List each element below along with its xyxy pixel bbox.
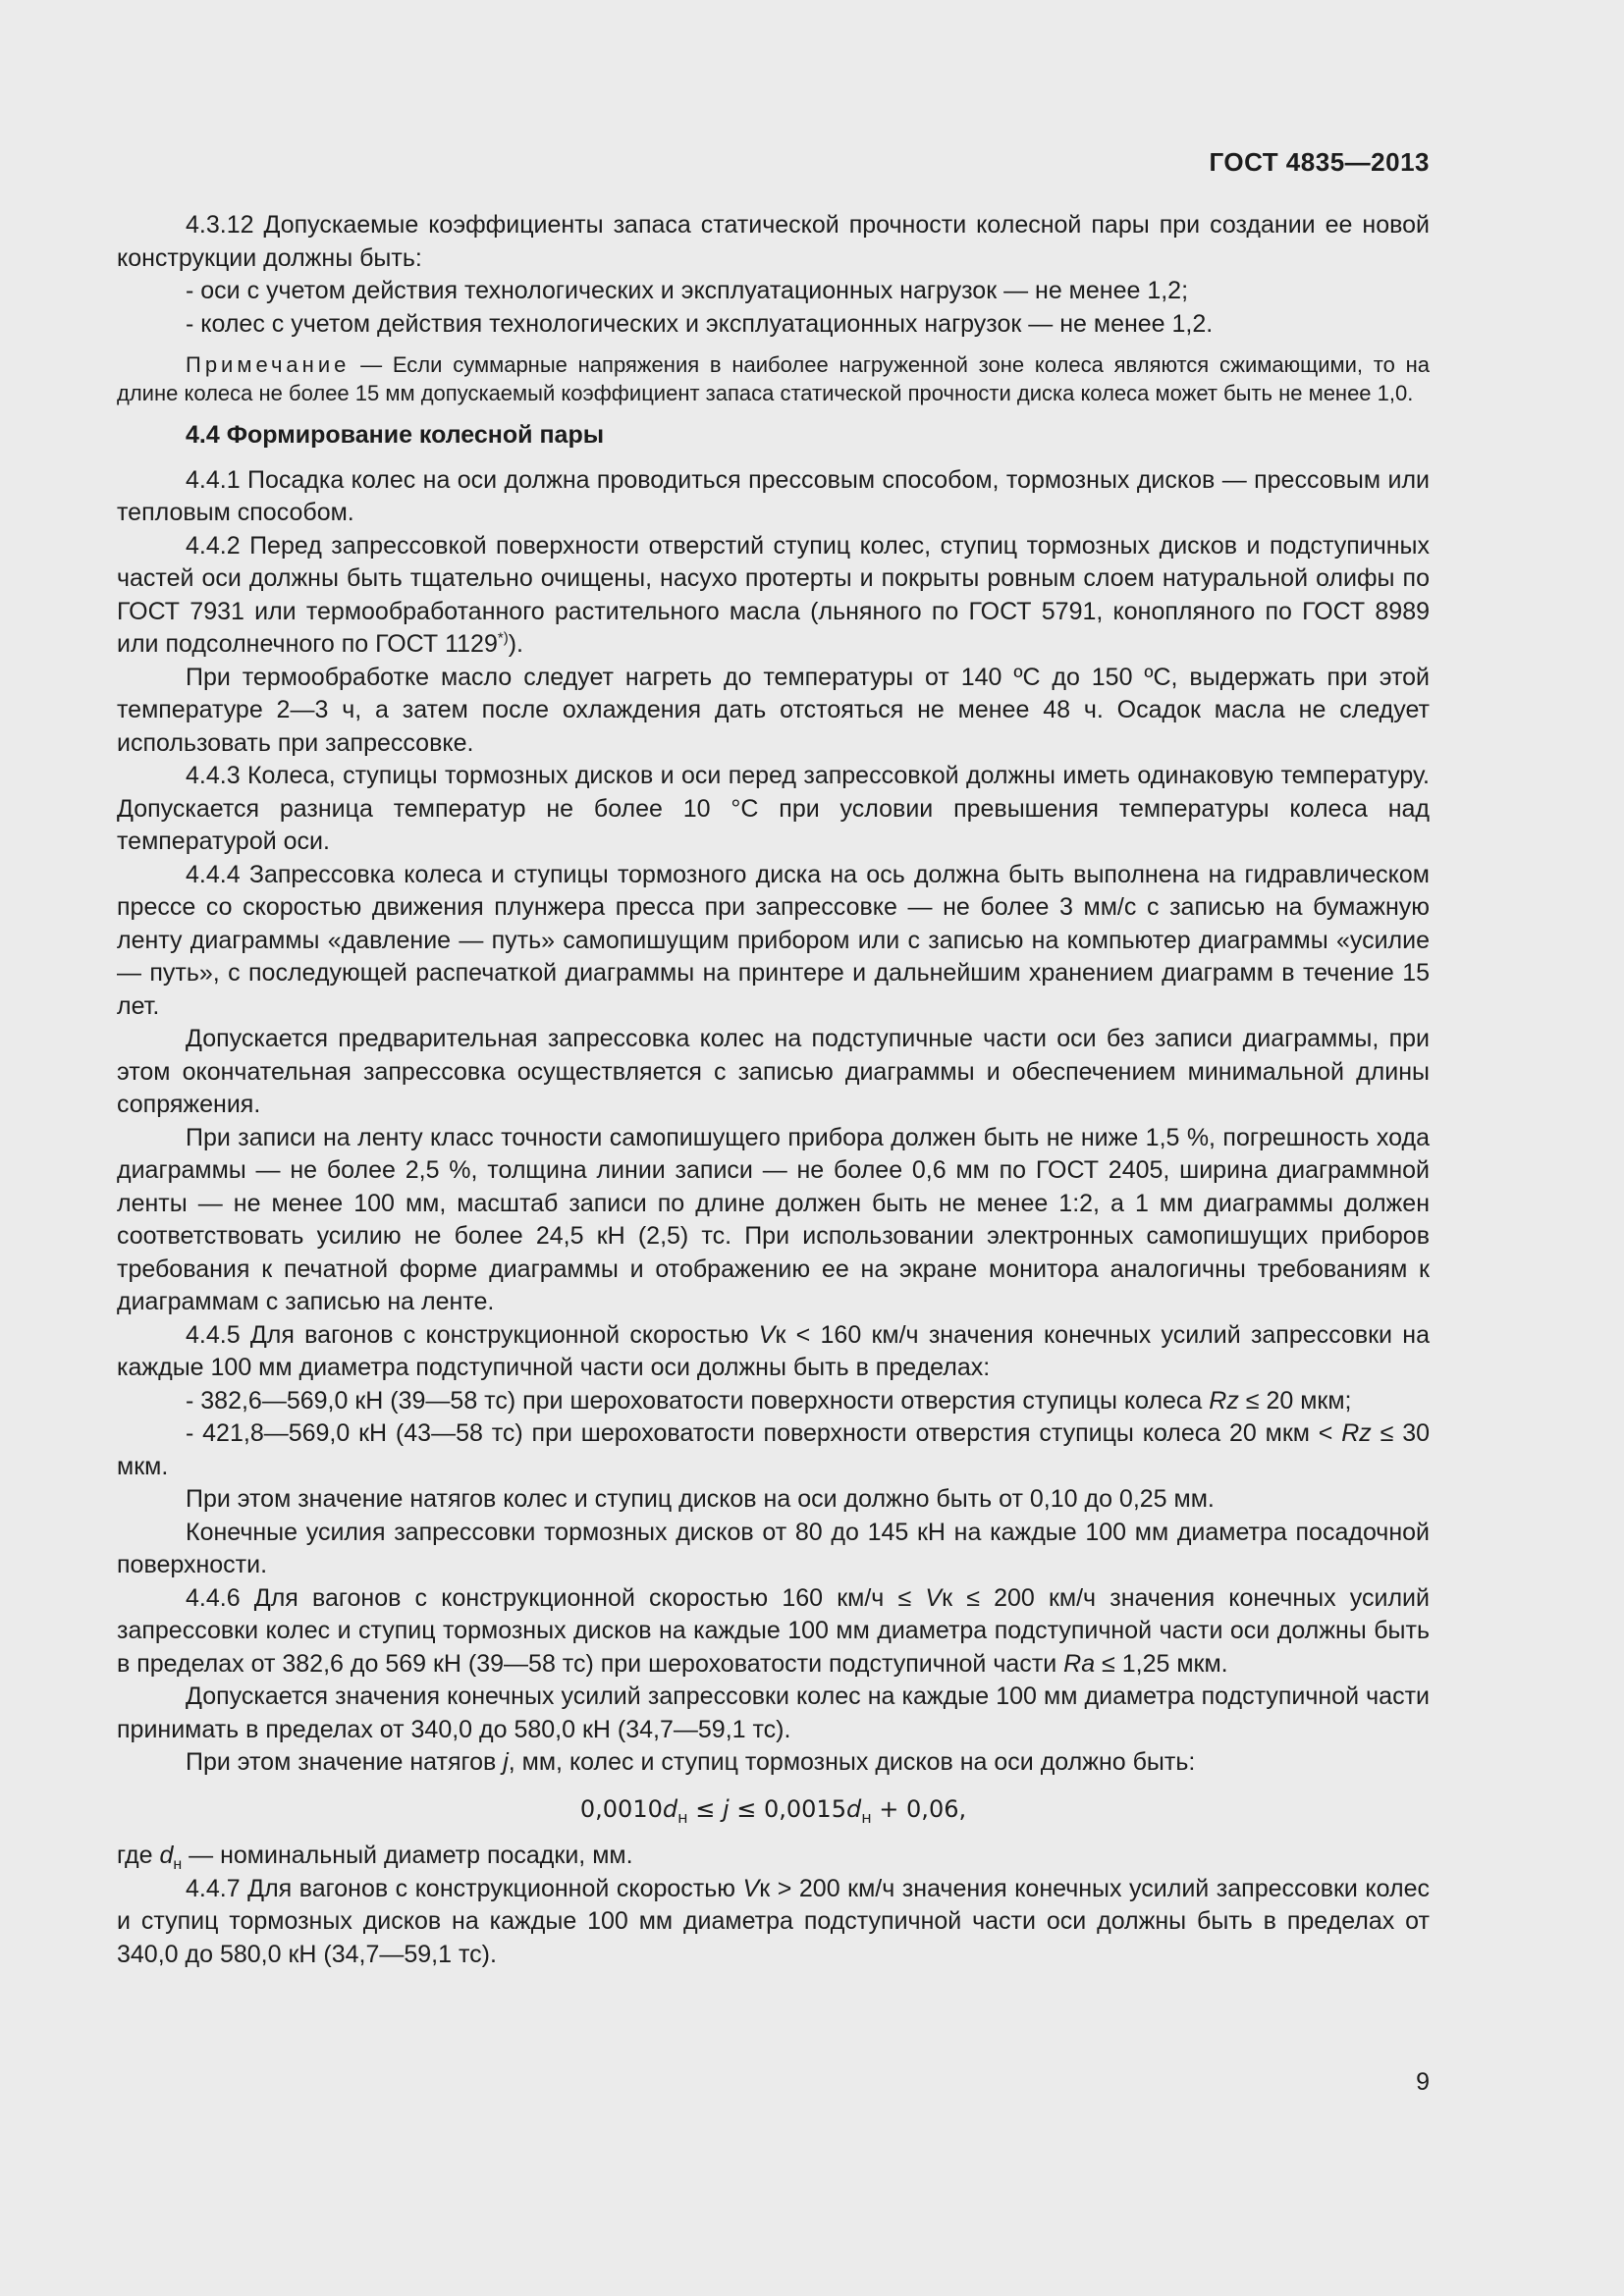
paragraph: Допускается значения конечных усилий запрессовки колес на каждые 100 мм диаметра подступичной части принимать в пределах от 340,0 до 580,0 кН (34,7—59,1 тс). [117,1682,1430,1743]
list-item: - колес с учетом действия технологических и эксплуатационных нагрузок — не менее 1,2. [186,309,1214,338]
formula-part: ≤ [687,1794,723,1823]
formula-legend [117,1840,1430,1873]
paragraph [117,1746,1430,1780]
formula-subscript: н [173,1856,183,1873]
note [117,350,1430,407]
legend-text: — номинальный диаметр посадки, мм. [182,1842,633,1869]
page-number: 9 [1416,2068,1430,2096]
formula-subscript: н [861,1807,872,1827]
list-item [117,1417,1430,1483]
formula-symbol: d [159,1842,174,1869]
clause-text: 4.4.6 Для вагонов с конструкционной скоростью 160 км/ч ≤ [186,1583,926,1612]
note-label: Примечание [186,352,351,377]
clause-text: 4.4.5 Для вагонов с конструкционной скоростью [186,1320,759,1349]
clause-4-4-3: 4.4.3 Колеса, ступицы тормозных дисков и оси перед запрессовкой должны иметь одинаковую температуру. Допускается разница температур не более 10 °С при условии превышения температуры колеса над температурой оси. [117,762,1430,855]
symbol: V [925,1583,943,1612]
clause-text: 4.4.7 Для вагонов с конструкционной скоростью [186,1874,743,1902]
clause-4-4-6 [117,1582,1430,1682]
paragraph: Допускается предварительная запрессовка колес на подступичные части оси без записи диаграммы, при этом окончательная запрессовка осуществляется с записью диаграммы и обеспечением минимальной длины сопряжения. [117,1025,1430,1118]
clause-text: ≤ 30 мкм. [117,1419,1431,1480]
list-item: - оси с учетом действия технологических и эксплуатационных нагрузок — не менее 1,2; [186,277,1189,304]
formula-symbol: d [662,1794,678,1823]
formula-subscript: н [677,1807,688,1827]
symbol: V [758,1320,776,1349]
symbol: Rz [1341,1419,1372,1447]
paragraph: При термообработке масло следует нагреть до температуры от 140 ºС до 150 ºС, выдержать при этой температуре 2—3 ч, а затем после охлаждения дать отстояться не менее 48 ч. Осадок масла не следует использовать при запрессовке. [117,663,1430,757]
paragraph: При этом значение натягов колес и ступиц дисков на оси должно быть от 0,10 до 0,25 мм. [186,1485,1215,1513]
clause-text: 4.4.2 Перед запрессовкой поверхности отверстий ступиц колес, ступиц тормозных дисков и подступичных частей оси должны быть тщательно очищены, насухо протерты и покрыты ровным слоем натуральной олифы по ГОСТ 7931 или термообработанного растительного масла (льняного по ГОСТ 5791, конопляного по ГОСТ 8989 или подсолнечного по ГОСТ 1129 [117,531,1430,658]
clause-text: - 382,6—569,0 кН (39—58 тс) при шероховатости поверхности отверстия ступицы колеса [186,1386,1210,1415]
clause-4-4-1: 4.4.1 Посадка колес на оси должна проводиться прессовым способом, тормозных дисков — прессовым или тепловым способом. [117,465,1430,526]
formula [117,1793,1430,1827]
clause-text: ≤ 20 мкм; [1238,1386,1352,1415]
clause-4-3-12: 4.3.12 Допускаемые коэффициенты запаса статической прочности колесной пары при создании ее новой конструкции должны быть: [117,211,1430,272]
clause-text: , мм, колес и ступиц тормозных дисков на оси должно быть: [508,1748,1196,1776]
clause-text: к ≤ 200 км/ч значения конечных усилий запрессовки колес и ступиц тормозных дисков на каждые 100 мм диаметра подступичной части оси должны быть в пределах от 382,6 до 569 кН (39—58 тс) при шероховатости подступичной части [117,1583,1430,1678]
paragraph: Конечные усилия запрессовки тормозных дисков от 80 до 145 кН на каждые 100 мм диаметра посадочной поверхности. [117,1518,1430,1578]
clause-text: к < 160 км/ч значения конечных усилий запрессовки на каждые 100 мм диаметра подступичной части оси должны быть в пределах: [117,1320,1430,1381]
clause-4-4-5 [117,1319,1430,1385]
symbol: j [503,1748,509,1776]
formula-symbol: j [722,1794,730,1823]
document-body [117,209,1430,1971]
formula-part: + 0,06, [871,1794,967,1823]
clause-text: к > 200 км/ч значения конечных усилий запрессовки колес и ступиц тормозных дисков на каждые 100 мм диаметра подступичной части оси должны быть в пределах от 340,0 до 580,0 кН (34,7—59,1 тс). [117,1874,1430,1968]
legend-text: где [117,1842,160,1869]
symbol: V [742,1874,760,1902]
formula-part: ≤ 0,0015 [729,1794,846,1823]
paragraph: При записи на ленту класс точности самопишущего прибора должен быть не ниже 1,5 %, погрешность хода диаграммы — не более 2,5 %, толщина линии записи — не более 0,6 мм по ГОСТ 2405, ширина диаграммной ленты — не менее 100 мм, масштаб записи по длине должен быть не менее 1:2, а 1 мм диаграммы должен соответствовать усилию не более 24,5 кН (2,5) тс. При использовании электронных самопишущих приборов требования к печатной форме диаграммы и отображению ее на экране монитора аналогичны требованиям к диаграммам с записью на ленте. [117,1123,1430,1315]
clause-text: ≤ 1,25 мкм. [1095,1649,1228,1678]
note-text: — Если суммарные напряжения в наиболее нагруженной зоне колеса являются сжимающими, то на длине колеса не более 15 мм допускаемый коэффициент запаса статической прочности диска колеса может быть не менее 1,0. [117,352,1430,405]
clause-4-4-2 [117,530,1430,662]
clause-4-4-7 [117,1873,1430,1972]
list-item [117,1385,1430,1418]
clause-4-4-4: 4.4.4 Запрессовка колеса и ступицы тормозного диска на ось должна быть выполнена на гидравлическом прессе со скоростью движения плунжера пресса при запрессовке — не более 3 мм/с с записью на бумажную ленту диаграммы «давление — путь» самопишущим прибором или с записью на компьютер диаграммы «усилие — путь», с последующей распечаткой диаграммы на принтере и дальнейшим хранением диаграмм в течение 15 лет. [117,860,1430,1020]
symbol: Rz [1209,1386,1239,1415]
clause-text: При этом значение натягов [186,1748,504,1776]
document-header: ГОСТ 4835—2013 [1209,147,1430,177]
formula-part: 0,0010 [579,1794,663,1823]
symbol: Ra [1063,1649,1096,1678]
section-title: 4.4 Формирование колесной пары [186,421,605,449]
formula-symbol: d [845,1794,862,1823]
clause-text: ). [508,630,523,658]
clause-text: - 421,8—569,0 кН (43—58 тс) при шероховатости поверхности отверстия ступицы колеса 20 мкм < [186,1419,1342,1447]
footnote-mark: *) [497,629,509,647]
